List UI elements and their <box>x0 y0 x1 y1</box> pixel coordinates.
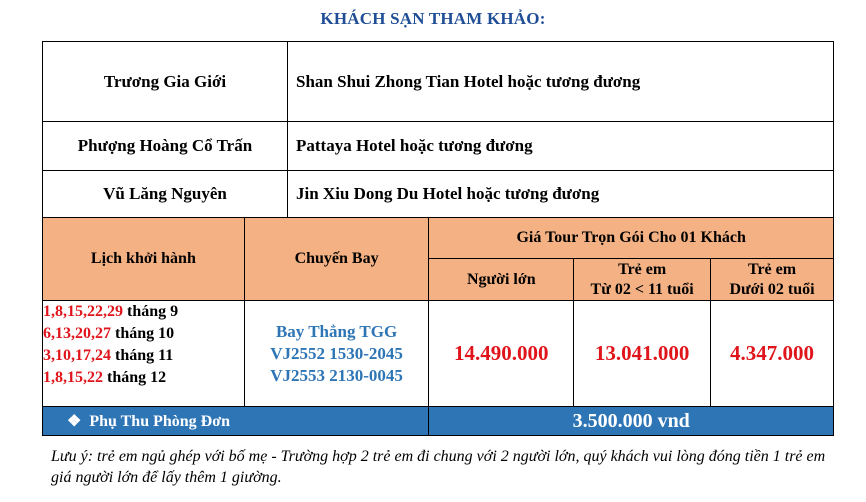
hotel-name: Jin Xiu Dong Du Hotel hoặc tương đương <box>288 171 834 218</box>
departure-line: 1,8,15,22,29 tháng 9 <box>43 303 179 320</box>
price-table <box>42 217 834 436</box>
hotel-location: Phượng Hoàng Cổ Trấn <box>43 122 288 171</box>
flight-line: VJ2552 1530-2045 <box>270 343 403 363</box>
diamond-bullet-icon: ❖ <box>67 413 82 430</box>
child-price: 13.041.000 <box>574 301 711 407</box>
hotel-row <box>43 171 834 218</box>
infant-header-line1: Trẻ em <box>747 260 797 278</box>
infant-price: 4.347.000 <box>711 301 834 407</box>
infant-header <box>711 259 834 301</box>
child-header-line1: Trẻ em <box>618 260 667 278</box>
page-title: KHÁCH SẠN THAM KHẢO: <box>320 9 546 28</box>
hotel-row <box>43 122 834 171</box>
flight-line: Bay Thẳng TGG <box>275 321 398 341</box>
hotel-name: Pattaya Hotel hoặc tương đương <box>288 122 834 171</box>
departure-dates <box>43 301 245 407</box>
departure-line: 6,13,20,27 tháng 10 <box>43 325 175 342</box>
hotel-table <box>42 41 834 218</box>
hotel-row <box>43 42 834 122</box>
schedule-header: Lịch khởi hành <box>43 218 245 301</box>
hotel-location: Trương Gia Giới <box>43 42 288 122</box>
flight-header: Chuyến Bay <box>244 218 429 301</box>
adult-price: 14.490.000 <box>429 301 574 407</box>
package-price-header: Giá Tour Trọn Gói Cho 01 Khách <box>429 218 834 259</box>
flight-info <box>244 301 429 407</box>
surcharge-label <box>43 407 429 436</box>
surcharge-amount: 3.500.000 vnd <box>429 407 834 436</box>
hotel-location: Vũ Lăng Nguyên <box>43 171 288 218</box>
adult-header: Người lớn <box>429 259 574 301</box>
flight-line: VJ2553 2130-0045 <box>270 365 403 385</box>
surcharge-row <box>43 407 834 436</box>
note-text: Lưu ý: trẻ em ngủ ghép với bố mẹ - Trường hợp 2 trẻ em đi chung với 2 người lớn, quý khách vui lòng đóng tiền 1 trẻ em giá người lớn để lấy thêm 1 giường. <box>51 448 826 486</box>
child-header <box>574 259 711 301</box>
departure-line: 3,10,17,24 tháng 11 <box>43 347 174 364</box>
surcharge-label-text: Phụ Thu Phòng Đơn <box>89 413 230 430</box>
departure-line: 1,8,15,22 tháng 12 <box>43 369 167 386</box>
infant-header-line2: Dưới 02 tuổi <box>729 280 815 298</box>
hotel-name: Shan Shui Zhong Tian Hotel hoặc tương đương <box>288 42 834 122</box>
child-header-line2: Từ 02 < 11 tuổi <box>590 280 694 298</box>
